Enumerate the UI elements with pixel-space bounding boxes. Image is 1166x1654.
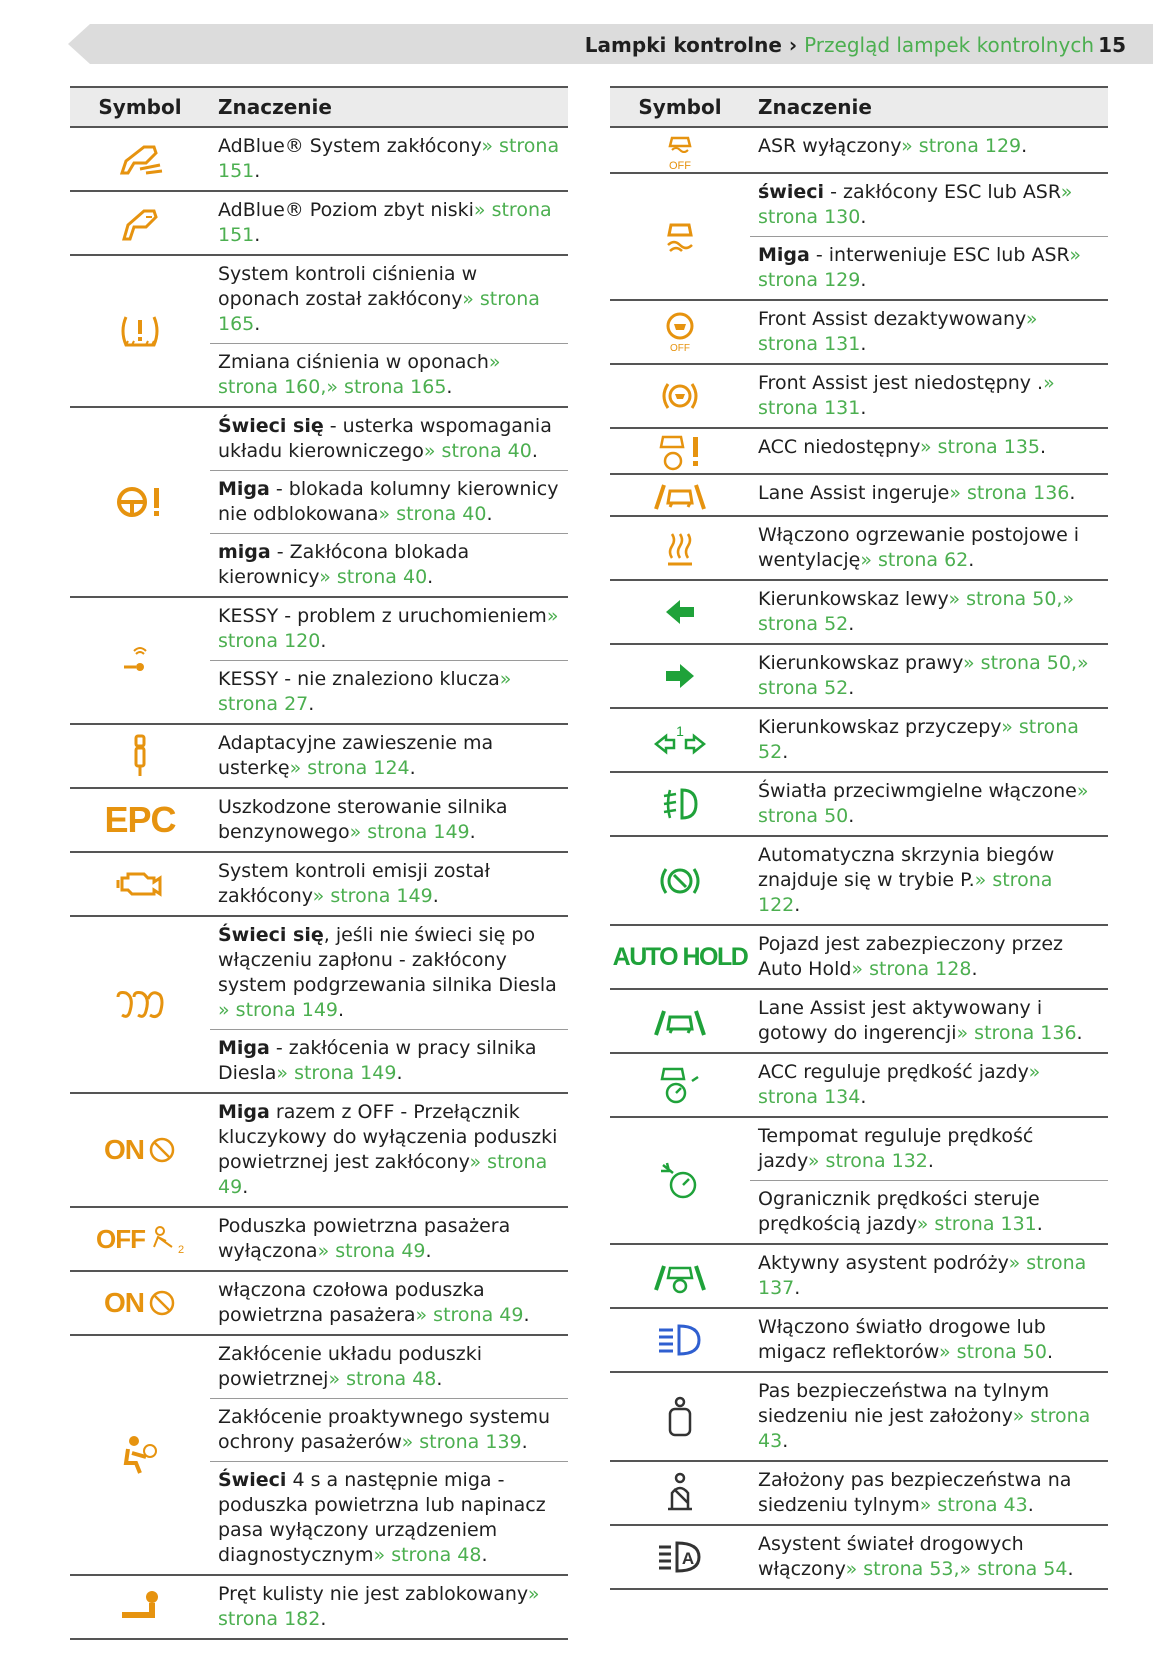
acc-unavailable-icon — [610, 429, 750, 473]
sentence-end: . — [254, 160, 261, 182]
sentence-end: . — [1036, 1213, 1043, 1235]
page-reference-link[interactable]: » strona 50 — [758, 780, 1089, 827]
page-reference-link[interactable]: » strona 40 — [423, 440, 532, 462]
sentence-end: . — [860, 206, 867, 228]
sentence-end: . — [968, 549, 975, 571]
page-reference-link[interactable]: » strona 48 — [328, 1368, 437, 1390]
sentence-end: . — [927, 1150, 934, 1172]
description-text: 4 s a następnie miga - poduszka powietrzna lub napinacz pasa wyłączony urządzeniem diagnostycznym — [218, 1469, 546, 1566]
column-header-meaning: Znaczenie — [758, 95, 872, 119]
rear-seatbelt-on-icon — [610, 1462, 750, 1524]
description-text: ACC reguluje prędkość jazdy — [758, 1061, 1029, 1083]
table-row-group — [610, 773, 1108, 837]
lane-assist-active-icon — [610, 990, 750, 1052]
adblue-fault-icon — [70, 128, 210, 190]
sentence-end: . — [1069, 482, 1076, 504]
svg-text:OFF: OFF — [670, 343, 690, 354]
column-header-symbol: Symbol — [638, 95, 722, 119]
aux-heating-icon — [610, 517, 750, 579]
meaning-cell — [750, 1118, 1108, 1180]
description-text: ACC niedostępny — [758, 436, 920, 458]
page-reference-link[interactable]: » strona 120 — [218, 605, 559, 652]
front-assist-icon — [610, 365, 750, 427]
description-text: Kierunkowskaz lewy — [758, 588, 949, 610]
table-row-group — [610, 128, 1108, 174]
table-row-group — [610, 365, 1108, 429]
meaning-cell — [210, 1461, 568, 1574]
sentence-end: . — [436, 1368, 443, 1390]
page-reference-link[interactable]: » strona 129 — [758, 244, 1081, 291]
status-label: Świeci się — [218, 924, 324, 946]
sentence-end: . — [782, 741, 789, 763]
airbag-off-icon: OFF 2 — [96, 1223, 184, 1255]
status-label: świeci — [758, 181, 825, 203]
page-reference-link[interactable]: » strona 27 — [218, 668, 512, 715]
sentence-end: . — [848, 805, 855, 827]
epc-icon — [70, 789, 210, 851]
description-text: System kontroli ciśnienia w oponach został zakłócony — [218, 263, 478, 310]
meaning-cell — [750, 1054, 1108, 1116]
sentence-end: . — [521, 1431, 528, 1453]
page-reference-link[interactable]: » strona 139 — [401, 1431, 522, 1453]
meaning-cell — [750, 837, 1108, 924]
table-row-group — [70, 128, 568, 192]
meaning-cell — [750, 517, 1108, 579]
meaning-cell — [750, 709, 1108, 771]
page-reference-link[interactable]: » strona 40 — [319, 566, 428, 588]
description-text: Zmiana ciśnienia w oponach — [218, 351, 489, 373]
sentence-end: . — [860, 269, 867, 291]
rear-seatbelt-off-icon — [610, 1373, 750, 1460]
meaning-cell — [210, 1398, 568, 1461]
sentence-end: . — [860, 397, 867, 419]
sentence-end: . — [320, 1608, 327, 1630]
page-reference-link[interactable]: » strona 149 — [312, 885, 433, 907]
sentence-end: . — [409, 757, 416, 779]
meaning-cell — [210, 533, 568, 596]
page-reference-link[interactable]: » strona 124 — [289, 757, 410, 779]
epc-text: EPC — [104, 799, 176, 840]
page-reference-link[interactable]: » strona 131 — [916, 1213, 1037, 1235]
table-row-group — [610, 429, 1108, 475]
meaning-cell — [750, 1462, 1108, 1524]
lane-assist-intervene-icon — [610, 475, 750, 515]
meaning-cell — [750, 773, 1108, 835]
description-text: - interweniuje ESC lub ASR — [809, 244, 1070, 266]
meaning-cell — [750, 990, 1108, 1052]
page-reference-link[interactable]: » strona 132 — [807, 1150, 928, 1172]
meaning-cell — [210, 1029, 568, 1092]
page-reference-link[interactable]: » strona 149 — [349, 821, 470, 843]
meaning-cell — [210, 1576, 568, 1638]
table-row-group — [70, 598, 568, 725]
auto-hold-text: AUTO HOLD — [612, 942, 748, 971]
table-row-group — [610, 645, 1108, 709]
description-text: Pas bezpieczeństwa na tylnym siedzeniu nie jest założony — [758, 1380, 1050, 1427]
page-reference-link[interactable]: » strona 136 — [956, 1022, 1077, 1044]
status-label: Miga — [218, 478, 270, 500]
meaning-cell — [750, 1373, 1108, 1460]
sentence-end: . — [425, 1240, 432, 1262]
description-text: Asystent świateł drogowych włączony — [758, 1533, 1024, 1580]
meaning-cell — [750, 429, 1108, 466]
page-reference-link[interactable]: » strona 135 — [919, 436, 1041, 458]
status-label: Świeci się — [218, 415, 324, 437]
description-text: Kierunkowskaz prawy — [758, 652, 964, 674]
table-row-group — [610, 1373, 1108, 1462]
page-reference-link[interactable]: » strona 165 — [218, 288, 540, 335]
description-text: Tempomat reguluje prędkość jazdy — [758, 1125, 1034, 1172]
description-text: Aktywny asystent podróży — [758, 1252, 1009, 1274]
description-text: KESSY - nie znaleziono klucza — [218, 668, 500, 690]
page-reference-link[interactable]: » strona 128 — [851, 958, 972, 980]
description-text: Adaptacyjne zawieszenie ma usterkę — [218, 732, 494, 779]
description-text: razem z OFF - Przełącznik kluczykowy do wyłączenia poduszki powietrznej jest zakłócony — [218, 1101, 558, 1173]
sentence-end: . — [320, 630, 327, 652]
sentence-end: . — [481, 1544, 488, 1566]
kessy-key-icon — [70, 598, 210, 723]
table-row-group — [610, 837, 1108, 926]
description-text: ASR wyłączony — [758, 135, 902, 157]
description-text: Światła przeciwmgielne włączone — [758, 780, 1077, 802]
airbag-on-icon: ON — [70, 1272, 210, 1334]
sentence-end: . — [1076, 1022, 1083, 1044]
description-text: AdBlue® System zakłócony — [218, 135, 482, 157]
glow-plug-icon — [70, 917, 210, 1092]
description-text: Ogranicznik prędkości steruje prędkością jazdy — [758, 1188, 1040, 1235]
page-reference-link[interactable]: » strona 40 — [378, 503, 487, 525]
left-table — [70, 86, 568, 1640]
sentence-end: . — [1067, 1558, 1074, 1580]
front-assist-off-icon — [610, 301, 750, 363]
page-reference-link[interactable]: » strona 49 — [415, 1304, 524, 1326]
sentence-end: . — [794, 894, 801, 916]
table-row-group — [70, 256, 568, 408]
meaning-cell — [750, 301, 1108, 363]
breadcrumb-separator: › — [788, 33, 798, 57]
status-label: Miga — [218, 1101, 270, 1123]
table-row-group — [610, 174, 1108, 301]
table-body — [70, 128, 568, 1640]
table-row-group — [610, 1245, 1108, 1309]
airbag-on-icon: ON — [70, 1094, 210, 1206]
table-row-group — [610, 1054, 1108, 1118]
meaning-cell — [210, 598, 568, 660]
svg-text:2: 2 — [178, 1244, 184, 1255]
svg-text:OFF: OFF — [669, 160, 691, 172]
description-text: Uszkodzone sterowanie silnika benzynowego — [218, 796, 508, 843]
description-text: Poduszka powietrzna pasażera wyłączona — [218, 1215, 511, 1262]
meaning-cell — [210, 256, 568, 343]
page-reference-link[interactable]: » strona 50,» strona 52 — [758, 652, 1089, 699]
right-table — [610, 86, 1108, 1590]
sentence-end: . — [523, 1304, 530, 1326]
table-row-group — [70, 1208, 568, 1272]
table-row-group — [70, 853, 568, 917]
meaning-cell — [750, 1180, 1108, 1243]
table-header — [610, 86, 1108, 128]
description-text: KESSY - problem z uruchomieniem — [218, 605, 547, 627]
description-text: Automatyczna skrzynia biegów znajduje się w trybie P. — [758, 844, 1055, 891]
page-reference-link[interactable]: » strona 151 — [218, 199, 552, 246]
turn-left-icon — [610, 581, 750, 643]
description-text: Kierunkowskaz przyczepy — [758, 716, 1002, 738]
table-row-group — [70, 1336, 568, 1576]
table-row-group — [610, 1118, 1108, 1245]
table-row-group — [70, 1576, 568, 1640]
table-row-group — [610, 581, 1108, 645]
meaning-cell — [210, 725, 568, 787]
meaning-cell — [750, 365, 1108, 427]
description-text: AdBlue® Poziom zbyt niski — [218, 199, 474, 221]
description-text: Zakłócenie układu poduszki powietrznej — [218, 1343, 483, 1390]
page-reference-link[interactable]: » strona 149 — [218, 999, 339, 1021]
travel-assist-icon — [610, 1245, 750, 1307]
sentence-end: . — [971, 958, 978, 980]
table-row-group — [610, 1526, 1108, 1590]
page-reference-link[interactable]: » strona 182 — [218, 1583, 540, 1630]
page-reference-link[interactable]: » strona 134 — [758, 1061, 1041, 1108]
svg-text:A: A — [681, 1549, 695, 1568]
status-label: Świeci — [218, 1469, 287, 1491]
status-label: miga — [218, 541, 271, 563]
page-reference-link[interactable]: » strona 131 — [758, 308, 1038, 355]
page-reference-link[interactable]: » strona 136 — [949, 482, 1070, 504]
description-text: - zakłócenia w pracy silnika Diesla — [218, 1037, 537, 1084]
tire-pressure-icon — [70, 256, 210, 406]
adblue-level-icon — [70, 192, 210, 254]
page-reference-link[interactable]: » strona 49 — [317, 1240, 426, 1262]
status-label: Miga — [218, 1037, 270, 1059]
sentence-end: . — [242, 1176, 249, 1198]
meaning-cell — [750, 645, 1108, 707]
sentence-end: . — [1040, 436, 1047, 458]
description-text: - Zakłócona blokada kierownicy — [218, 541, 470, 588]
sentence-end: . — [860, 333, 867, 355]
table-row-group — [610, 709, 1108, 773]
sentence-end: . — [338, 999, 345, 1021]
table-row-group — [610, 475, 1108, 517]
meaning-cell — [750, 926, 1108, 988]
table-row-group — [610, 1462, 1108, 1526]
page-reference-link[interactable]: » strona 48 — [373, 1544, 482, 1566]
status-label: Miga — [758, 244, 810, 266]
sentence-end: . — [1027, 1494, 1034, 1516]
description-text: Lane Assist ingeruje — [758, 482, 950, 504]
table-body — [610, 128, 1108, 1590]
sentence-end: . — [396, 1062, 403, 1084]
description-text: Włączono światło drogowe lub migacz reflektorów — [758, 1316, 1046, 1363]
meaning-cell — [210, 1094, 568, 1206]
sentence-end: . — [308, 693, 315, 715]
sentence-end: . — [427, 566, 434, 588]
description-text: Pojazd jest zabezpieczony przez Auto Hold — [758, 933, 1064, 980]
column-header-meaning: Znaczenie — [218, 95, 332, 119]
tow-bar-icon — [70, 1576, 210, 1638]
meaning-cell — [750, 1526, 1108, 1588]
sentence-end: . — [860, 1086, 867, 1108]
page-reference-link[interactable]: » strona 43 — [758, 1405, 1091, 1452]
table-row-group — [70, 917, 568, 1094]
table-row-group — [610, 926, 1108, 990]
page-reference-link[interactable]: » strona 49 — [218, 1151, 548, 1198]
table-row-group — [610, 990, 1108, 1054]
sentence-end: . — [848, 613, 855, 635]
description-text: - usterka wspomagania układu kierowniczego — [218, 415, 552, 462]
meaning-cell — [210, 917, 568, 1029]
column-header-symbol: Symbol — [98, 95, 182, 119]
description-text: - zakłócony ESC lub ASR — [824, 181, 1061, 203]
table-row-group — [70, 1094, 568, 1208]
meaning-cell — [210, 408, 568, 470]
sentence-end: . — [254, 224, 261, 246]
table-row-group — [70, 789, 568, 853]
svg-text:1: 1 — [676, 723, 684, 739]
meaning-cell — [750, 128, 1108, 165]
table-row-group — [70, 408, 568, 598]
meaning-cell — [750, 1245, 1108, 1307]
fog-light-icon — [610, 773, 750, 835]
sentence-end: . — [432, 885, 439, 907]
table-header — [70, 86, 568, 128]
page-reference-link[interactable]: » strona 52 — [758, 716, 1079, 763]
subsection-link[interactable]: Przegląd lampek kontrolnych — [804, 33, 1094, 57]
description-text: , jeśli nie świeci się po włączeniu zapłonu - zakłócony system podgrzewania silnika Diesla — [218, 924, 557, 996]
steering-warning-icon — [70, 408, 210, 596]
page-reference-link[interactable]: » strona 149 — [276, 1062, 397, 1084]
page-reference-link[interactable]: » strona 50,» strona 52 — [758, 588, 1075, 635]
auto-hold-icon — [610, 926, 750, 988]
meaning-cell — [750, 581, 1108, 643]
high-beam-icon — [610, 1309, 750, 1371]
page-reference-link[interactable]: » strona 151 — [218, 135, 560, 182]
breadcrumb — [585, 33, 1094, 57]
meaning-cell — [210, 1272, 568, 1334]
description-text: - blokada kolumny kierownicy nie odblokowana — [218, 478, 559, 525]
table-row-group — [70, 725, 568, 789]
section-title: Lampki kontrolne — [584, 33, 782, 57]
gearbox-p-icon — [610, 837, 750, 924]
esc-asr-icon — [610, 174, 750, 299]
description-text: Front Assist jest niedostępny . — [758, 372, 1044, 394]
meaning-cell — [210, 789, 568, 851]
description-text: Front Assist dezaktywowany — [758, 308, 1026, 330]
description-text: Włączono ogrzewanie postojowe i wentylację — [758, 524, 1080, 571]
meaning-cell — [210, 343, 568, 406]
meaning-cell — [750, 236, 1108, 299]
sentence-end: . — [1021, 135, 1028, 157]
turn-right-icon — [610, 645, 750, 707]
page-reference-link[interactable]: » strona 131 — [758, 372, 1055, 419]
page-reference-link[interactable]: » strona 62 — [860, 549, 969, 571]
airbag-fault-icon — [70, 1336, 210, 1574]
sentence-end: . — [469, 821, 476, 843]
acc-active-icon — [610, 1054, 750, 1116]
page-reference-link[interactable]: » strona 130 — [758, 181, 1073, 228]
page-reference-link[interactable]: » strona 53,» strona 54 — [845, 1558, 1068, 1580]
description-text: Lane Assist jest aktywowany i gotowy do ingerencji — [758, 997, 1043, 1044]
engine-check-icon — [70, 853, 210, 915]
sentence-end: . — [531, 440, 538, 462]
page-reference-link[interactable]: » strona 129 — [901, 135, 1022, 157]
page-reference-link[interactable]: » strona 122 — [758, 869, 1053, 916]
sentence-end: . — [782, 1430, 789, 1452]
meaning-cell — [210, 853, 568, 915]
description-text: Zakłócenie proaktywnego systemu ochrony pasażerów — [218, 1406, 551, 1453]
meaning-cell — [750, 174, 1108, 236]
sentence-end: . — [848, 677, 855, 699]
trailer-turn-icon — [610, 709, 750, 771]
table-row-group — [610, 1309, 1108, 1373]
meaning-cell — [210, 470, 568, 533]
sentence-end: . — [486, 503, 493, 525]
adaptive-suspension-icon — [70, 725, 210, 787]
meaning-cell — [210, 1208, 568, 1270]
page-reference-link[interactable]: » strona 137 — [758, 1252, 1087, 1299]
meaning-cell — [210, 1336, 568, 1398]
meaning-cell — [210, 192, 568, 254]
sentence-end: . — [1046, 1341, 1053, 1363]
page-number: 15 — [1098, 33, 1126, 57]
table-row-group — [70, 192, 568, 256]
asr-off-icon — [610, 128, 750, 172]
table-row-group — [70, 1272, 568, 1336]
sentence-end: . — [794, 1277, 801, 1299]
high-beam-assist-icon — [610, 1526, 750, 1588]
description-text: włączona czołowa poduszka powietrzna pasażera — [218, 1279, 485, 1326]
meaning-cell — [210, 660, 568, 723]
meaning-cell — [210, 128, 568, 190]
page-reference-link[interactable]: » strona 50 — [939, 1341, 1047, 1363]
cruise-control-icon — [610, 1118, 750, 1243]
page-reference-link[interactable]: » strona 160,» strona 165 — [218, 351, 501, 398]
sentence-end: . — [254, 313, 261, 335]
meaning-cell — [750, 475, 1108, 512]
sentence-end: . — [446, 376, 453, 398]
table-row-group — [610, 301, 1108, 365]
meaning-cell — [750, 1309, 1108, 1371]
description-text: System kontroli emisji został zakłócony — [218, 860, 490, 907]
description-text: Założony pas bezpieczeństwa na siedzeniu tylnym — [758, 1469, 1072, 1516]
page-reference-link[interactable]: » strona 43 — [919, 1494, 1028, 1516]
table-row-group — [610, 517, 1108, 581]
description-text: Pręt kulisty nie jest zablokowany — [218, 1583, 528, 1605]
